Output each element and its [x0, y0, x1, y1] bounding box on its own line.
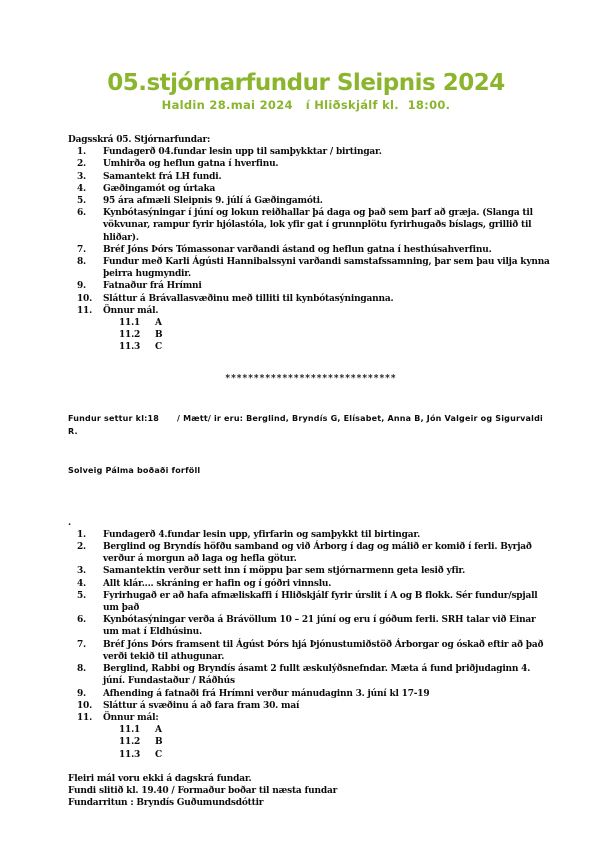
list-item [68, 341, 554, 353]
item-number: 8. [77, 257, 86, 268]
item-text: Berglind, Rabbi og Bryndís ásamt 2 fullt æskulýðsnefndar. Mæta á fund þriðjudaginn 4. júní. Fundastaður / Ráðhús [103, 664, 531, 687]
list-item [68, 590, 554, 614]
item-number: 4. [77, 578, 86, 589]
item-text: Sláttur á svæðinu á að fara fram 30. maí [103, 700, 300, 711]
item-number: 4. [77, 183, 86, 194]
agenda-heading: Dagsskrá 05. Stjórnarfundar: [68, 135, 211, 145]
item-number: 11.1 [119, 725, 141, 736]
list-item [68, 317, 554, 329]
document-page [0, 70, 612, 862]
list-item [68, 724, 554, 736]
list-item [68, 293, 554, 305]
item-number: 1. [77, 147, 86, 158]
item-text: Önnur mál: [103, 712, 159, 723]
item-number: 5. [77, 590, 86, 601]
list-item [68, 541, 554, 565]
item-text: Fundagerð 4.fundar lesin upp, yfirfarin og samþykkt til birtingar. [103, 529, 421, 540]
list-item [68, 195, 554, 207]
list-item [68, 614, 554, 638]
item-number: 5. [77, 196, 86, 207]
page-title: 05.stjórnarfundur Sleipnis 2024 [107, 70, 505, 96]
list-item [68, 183, 554, 195]
item-text: Samantekt frá LH fundi. [103, 171, 222, 182]
item-text: Bréf Jóns Þórs Tómassonar varðandi ástand og heflun gatna í hesthúsahverfinu. [103, 244, 492, 255]
list-item [68, 578, 554, 590]
item-number: 9. [77, 281, 86, 292]
list-item [68, 158, 554, 170]
item-number: 11.3 [119, 342, 141, 353]
item-number: 2. [77, 159, 86, 170]
list-item [68, 207, 554, 244]
list-item [68, 146, 554, 158]
item-text: Önnur mál. [103, 305, 159, 316]
list-item [68, 565, 554, 577]
item-text: C [155, 749, 162, 760]
item-text: B [155, 330, 163, 341]
item-text: Fyrirhugað er að hafa afmæliskaffi í Hliðskjálf fyrir úrslit í A og B flokk. Sér fundur/spjall um það [103, 590, 538, 614]
item-text: Allt klár.... skráning er hafin og í góðri vinnslu. [103, 578, 332, 589]
item-number: 11.1 [119, 318, 141, 329]
list-item [68, 244, 554, 256]
item-text: A [155, 725, 162, 736]
list-item [68, 712, 554, 724]
item-text: Fundur með Karli Ágústi Hannibalssyni varðandi samstafssamning, þar sem þau vilja kynna þeirra hugmyndir. [103, 257, 550, 280]
item-text: Fatnaður frá Hrímni [103, 281, 202, 292]
item-text: B [155, 737, 163, 748]
item-number: 1. [77, 529, 86, 540]
minutes-lead-dot: . [68, 517, 71, 528]
item-number: 11.2 [119, 330, 141, 341]
closing-block [68, 773, 554, 810]
list-item [68, 305, 554, 317]
item-number: 3. [77, 171, 86, 182]
item-number: 11.3 [119, 749, 141, 760]
item-number: 7. [77, 244, 86, 255]
attendance-line-opened: Fundur settur kl:18 / Mætt/ ir eru: Berglind, Bryndís G, Elísabet, Anna B, Jón Valgeir og Sigurvaldi R. [68, 413, 546, 436]
item-text: Kynbótasýningar í júní og lokun reiðhallar þá daga og það sem þarf að græja. (Slanga til vökvunar, rampur fyrir hjólastóla, lok yfir gat í grunnplötu fyrirhugaðs bíslags, grillið til hliðar). [103, 208, 533, 243]
item-number: 11.2 [119, 737, 141, 748]
closing-adjourned: Fundi slitið kl. 19.40 / Formaður boðar til næsta fundar [68, 785, 338, 796]
item-number: 11. [77, 305, 93, 316]
list-item [68, 688, 554, 700]
section-separator: ****************************** [225, 373, 397, 384]
item-number: 3. [77, 566, 86, 577]
list-item [68, 256, 554, 280]
item-text: C [155, 342, 162, 353]
item-text: Sláttur á Brávallasvæðinu með tilliti til kynbótasýninganna. [103, 293, 394, 304]
item-text: Umhirða og heflun gatna í hverfinu. [103, 159, 279, 170]
list-item [68, 329, 554, 341]
item-text: Fundagerð 04.fundar lesin upp til samþykktar / birtingar. [103, 147, 382, 158]
item-text: Kynbótasýningar verða á Brávöllum 10 – 21 júní og eru í góðum ferli. SRH talar við Einar um mat í Eldhúsinu. [103, 615, 536, 638]
closing-recorder: Fundarritun : Bryndís Guðumundsdóttir [68, 798, 264, 809]
document-body [68, 134, 554, 809]
list-item [68, 749, 554, 761]
attendance-block [68, 386, 554, 503]
agenda-list [68, 146, 554, 317]
item-number: 8. [77, 664, 86, 675]
agenda-sublist [68, 317, 554, 354]
item-number: 10. [77, 293, 93, 304]
minutes-sublist [68, 724, 554, 761]
item-number: 6. [77, 615, 86, 626]
item-number: 11. [77, 712, 93, 723]
closing-no-more-items: Fleiri mál voru ekki á dagskrá fundar. [68, 773, 252, 784]
minutes-list [68, 529, 554, 724]
list-item [68, 171, 554, 183]
item-number: 6. [77, 208, 86, 219]
list-item [68, 736, 554, 748]
item-text: Gæðingamót og úrtaka [103, 183, 216, 194]
item-number: 9. [77, 688, 86, 699]
item-text: Samantektin verður sett inn í möppu þar sem stjórnarmenn geta lesið yfir. [103, 566, 466, 577]
item-text: Afhending á fatnaði frá Hrímni verður mánudaginn 3. júní kl 17-19 [103, 688, 430, 699]
item-text: A [155, 318, 162, 329]
list-item [68, 663, 554, 687]
page-subtitle: Haldin 28.mai 2024 í Hliðskjálf kl. 18:00. [161, 98, 451, 112]
list-item [68, 529, 554, 541]
item-number: 10. [77, 700, 93, 711]
list-item [68, 280, 554, 292]
list-item [68, 700, 554, 712]
list-item [68, 639, 554, 663]
item-number: 2. [77, 542, 86, 553]
item-text: Bréf Jóns Þórs framsent til Ágúst Þórs hjá Þjónustumiðstöð Árborgar og óskað eftir að það verði tekið til athugunar. [103, 639, 544, 662]
item-text: Berglind og Bryndís höfðu samband og við Árborg í dag og málið er komið í ferli. Byrjað verður á morgun að laga og hefla götur. [103, 542, 532, 565]
item-number: 7. [77, 639, 86, 650]
attendance-line-absent: Solveig Pálma boðaði forföll [68, 465, 201, 475]
item-text: 95 ára afmæli Sleipnis 9. júlí á Gæðingamóti. [103, 196, 323, 207]
